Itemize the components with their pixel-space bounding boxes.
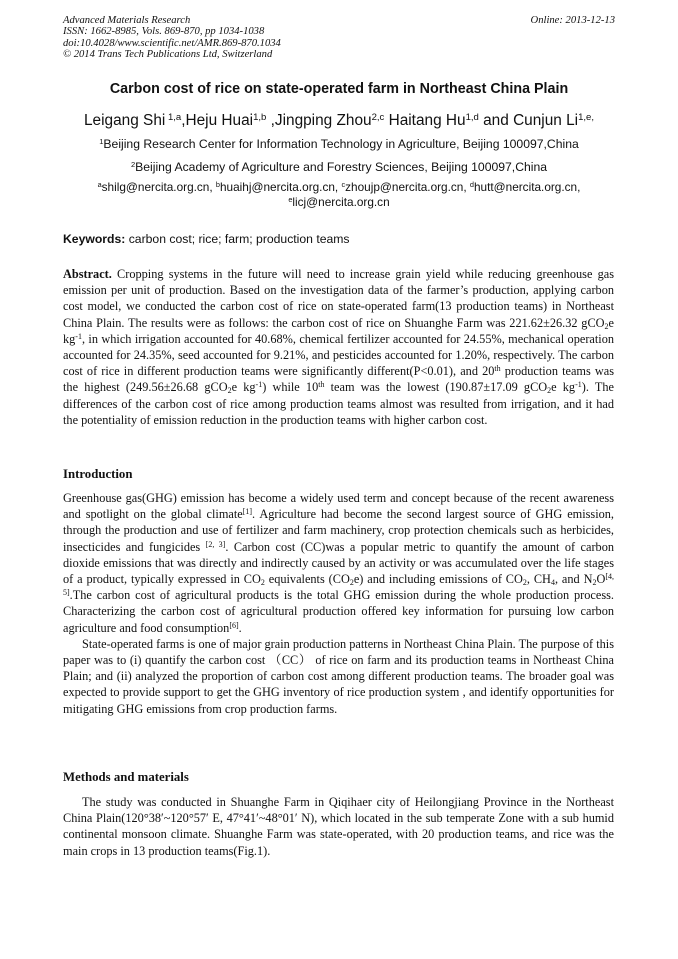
email-mark: c: [341, 179, 346, 189]
affiliation-2: [0, 160, 678, 174]
online-date: Online: 2013-12-13: [530, 15, 615, 26]
email-address: hutt@nercita.org.cn,: [473, 180, 581, 194]
author-separator: ,: [266, 112, 275, 129]
affiliation-number: 1: [99, 136, 104, 146]
author-name: Heju Huai: [185, 112, 254, 129]
author-name: Jingping Zhou: [274, 112, 372, 129]
author-list: [0, 112, 678, 130]
author-affiliation-mark: 1,b: [253, 111, 267, 123]
affiliation-number: 2: [130, 159, 136, 169]
issn-line: ISSN: 1662-8985, Vols. 869-870, pp 1034-1038: [63, 26, 265, 38]
methods-heading: Methods and materials: [63, 770, 189, 784]
email-address: licj@nercita.org.cn: [292, 195, 390, 209]
abstract-paragraph: Abstract. Cropping systems in the future will need to increase grain yield while reducing greenhouse gas emission per unit of production. Based on the investigation data of the farmer’s production, applying carbon cost model, we conducted the carbon cost of rice on state-operated farm(13 production teams) in Northeast China Plain. The results were as follows: the carbon cost of rice on Shuanghe Farm was 221.62±26.32 gCO$_2$e $kg^{-1}$, in which irrigation accounted for 40.68%, chemical fertilizer accounted for 24.55%, mechanical operation accounted for 24.35%, seed accounted for 9.21%, and pesticides accounted for 1.20%, respectively. The carbon cost of rice in different production teams were significantly different(P<0.01), and 20th production teams was the highest (249.56±26.68 gCO$_2$e $kg^{-1}$) while 10th team was the lowest (190.87±17.09 gCO$_2$e $kg^{-1}$). The differences of the carbon cost of rice among production teams almost was resulted from irrigation, and it had the potentiality of emission reduction in the production teams with higher carbon cost.: [63, 267, 614, 427]
author-separator: and: [478, 112, 514, 129]
author-affiliation-mark: 1,d: [465, 111, 479, 123]
abstract-label: Abstract.: [63, 267, 112, 281]
paper-title: Carbon cost of rice on state-operated farm in Northeast China Plain: [109, 81, 569, 97]
email-line-2: [0, 195, 678, 210]
author-affiliation-mark: 1,a: [165, 111, 182, 123]
copyright-line: © 2014 Trans Tech Publications Ltd, Switzerland: [63, 48, 273, 60]
affiliation-text: Beijing Research Center for Information Technology in Agriculture, Beijing 100097,China: [103, 137, 579, 151]
email-mark: b: [215, 179, 220, 189]
author-separator: ,: [181, 112, 186, 129]
author-name: Haitang Hu: [388, 112, 466, 129]
email-list: [0, 180, 678, 210]
affiliation-text: Beijing Academy of Agriculture and Forestry Sciences, Beijing 100097,China: [135, 160, 548, 174]
email-line-1: [0, 180, 678, 195]
email-mark: e: [288, 194, 293, 204]
journal-name: Advanced Materials Research: [63, 15, 191, 26]
keywords-label: Keywords:: [63, 232, 126, 246]
journal-metadata: [63, 15, 281, 60]
author-name: Leigang Shi: [84, 112, 166, 129]
keywords-text: carbon cost; rice; farm; production teams: [128, 232, 350, 246]
introduction-heading: Introduction: [63, 467, 133, 481]
email-address: huaihj@nercita.org.cn,: [219, 180, 342, 194]
author-affiliation-mark: 1,e,: [578, 111, 594, 123]
email-address: shilg@nercita.org.cn,: [101, 180, 216, 194]
introduction-section: [63, 490, 614, 717]
intro-paragraph-1: Greenhouse gas(GHG) emission has become a widely used term and concept because of the recent awareness and spotlight on the global climate[1]. Agriculture had become the second largest source of GHG emission, through the production and use of fertilizer and farm machinery, crop protection chemicals such as herbicides, insecticides and fungicides [2, 3]. Carbon cost (CC)was a popular metric to quantify the amount of carbon dioxide emissions that was directly and indirectly caused by an activity or was accumulated over the life stages of a product, typically expressed in $CO_2$ equivalents $(CO_2e)$ and including emissions of $CO_2$, $CH_4$, and $N_2O[4, 5].The$ carbon cost of agricultural products is the total GHG emission during the whole production process. Characterizing the carbon cost of agricultural production offered key information for pursuing low carbon agriculture and food consumption[6].: [63, 491, 614, 635]
methods-section: [63, 794, 614, 859]
methods-paragraph-1: The study was conducted in Shuanghe Farm in Qiqihaer city of Heilongjiang Province in the Northeast China Plain(120°38′~120°57′ E, 47°41′~48°01′ N), which located in the sub temperate Zone with a sub humid continental monsoon climate. Shuanghe Farm was state-operated, with 20 production teams, and rice was the main crops in 13 production teams(Fig.1).: [63, 795, 614, 858]
email-mark: a: [97, 179, 102, 189]
affiliation-1: [0, 137, 678, 151]
keywords-line: [63, 232, 350, 246]
doi-line: doi:10.4028/www.scientific.net/AMR.869-870.1034: [63, 37, 281, 49]
email-mark: d: [469, 179, 474, 189]
intro-paragraph-2: State-operated farms is one of major grain production patterns in Northeast China Plain. The purpose of this paper was to (i) quantify the carbon cost （CC） of rice on farm and its production teams in Northeast China Plain; and (ii) analyzed the proportion of carbon cost among different production teams. The broader goal was expected to provide support to get the GHG inventory of rice production system , and identify opportunities for mitigating GHG emissions from crop production farms.: [63, 636, 614, 716]
author-name: Cunjun Li: [513, 112, 579, 129]
author-affiliation-mark: 2,c: [371, 111, 385, 123]
email-address: zhoujp@nercita.org.cn,: [345, 180, 470, 194]
